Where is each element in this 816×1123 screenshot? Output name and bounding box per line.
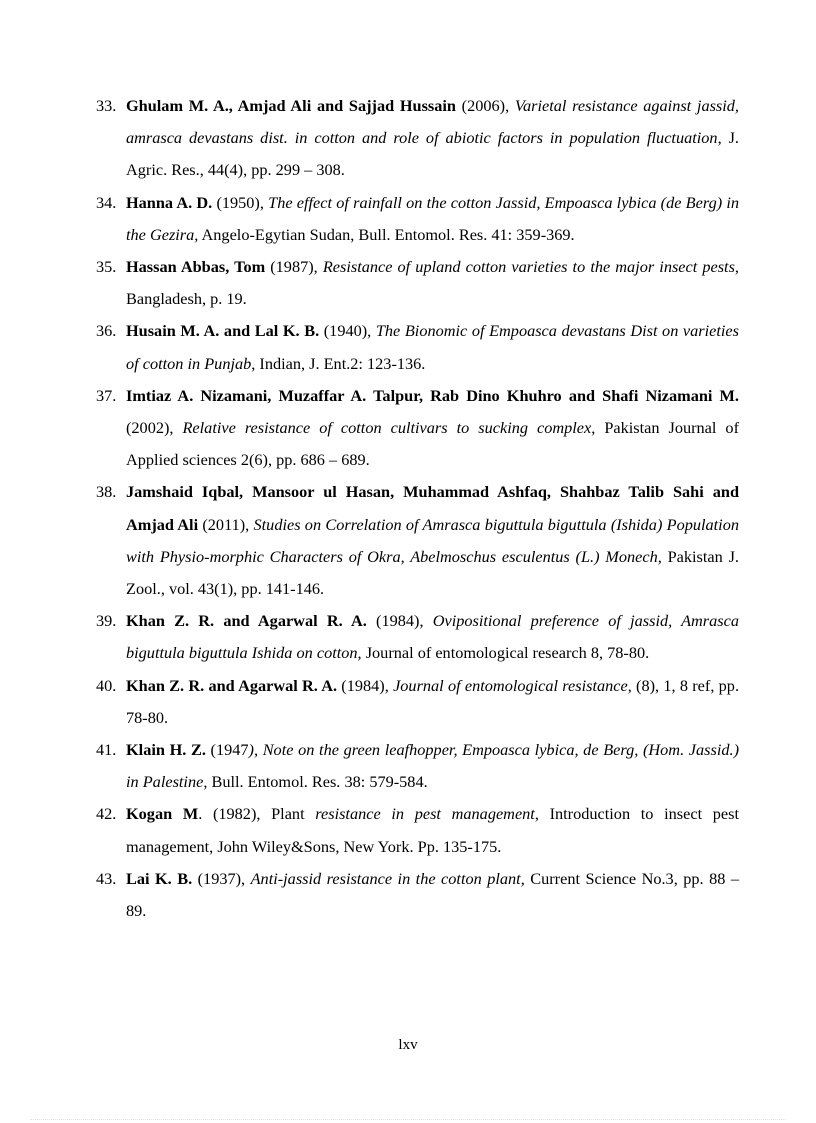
reference-year: (1940), bbox=[319, 321, 376, 341]
reference-item-39 bbox=[96, 605, 739, 669]
reference-number: 35. bbox=[96, 257, 117, 277]
reference-source: (8), 1, 8 ref, pp. 78-80. bbox=[126, 675, 740, 727]
reference-text bbox=[126, 734, 739, 798]
reference-title: Journal of entomological resistance, bbox=[393, 675, 632, 695]
reference-number: 33. bbox=[96, 96, 117, 115]
reference-year: (1984), bbox=[366, 611, 433, 631]
reference-authors: Hassan Abbas, Tom bbox=[126, 257, 266, 277]
reference-source: Current Science No.3, pp. 88 – 89. bbox=[126, 868, 739, 921]
reference-number: 43. bbox=[96, 868, 117, 888]
reference-text bbox=[126, 187, 739, 251]
reference-authors: Khan Z. R. and Agarwal R. A. bbox=[126, 675, 338, 695]
reference-title: Ovipositional preference of jassid, Amrasca biguttula biguttula Ishida on cotton, bbox=[126, 611, 739, 663]
reference-authors: Imtiaz A. Nizamani, Muzaffar A. Talpur, Rab Dino Khuhro and Shafi Nizamani M. bbox=[126, 385, 739, 405]
reference-source: , Indian, J. Ent.2: 123-136. bbox=[251, 353, 426, 373]
reference-text bbox=[126, 476, 739, 605]
reference-number: 41. bbox=[96, 740, 117, 760]
reference-item-37 bbox=[96, 380, 739, 477]
reference-source: , Introduction to insect pest management, John Wiley&Sons, New York. Pp. 135-175. bbox=[126, 804, 740, 856]
reference-year: (2011), bbox=[198, 514, 254, 534]
reference-number: 38. bbox=[96, 482, 117, 502]
reference-list bbox=[96, 90, 739, 927]
reference-title: Varietal resistance against jassid, amrasca devastans dist. in cotton and role of abiotic factors in population fluctuation bbox=[126, 96, 739, 148]
reference-authors: Khan Z. R. and Agarwal R. A. bbox=[126, 611, 367, 631]
reference-number: 42. bbox=[96, 804, 117, 824]
page-number: lxv bbox=[398, 1037, 418, 1053]
reference-source: , Pakistan Journal of Applied sciences 2(6), pp. 686 – 689. bbox=[126, 418, 739, 470]
reference-item-40 bbox=[96, 670, 739, 734]
reference-authors: Lai K. B. bbox=[126, 868, 193, 888]
reference-source: Angelo-Egytian Sudan, Bull. Entomol. Res. 41: 359-369. bbox=[198, 224, 575, 244]
reference-text bbox=[126, 315, 739, 379]
reference-text bbox=[126, 605, 739, 669]
reference-item-36 bbox=[96, 315, 739, 379]
reference-authors: Hanna A. D. bbox=[126, 192, 213, 212]
page-bottom-divider bbox=[30, 1119, 786, 1120]
reference-item-33 bbox=[96, 90, 739, 187]
reference-title: Anti-jassid resistance in the cotton plant, bbox=[250, 868, 525, 888]
reference-title: Resistance of upland cotton varieties to the major insect pests bbox=[322, 257, 735, 277]
reference-source: , J. Agric. Res., 44(4), pp. 299 – 308. bbox=[126, 128, 739, 180]
reference-item-35 bbox=[96, 251, 739, 315]
reference-number: 40. bbox=[96, 675, 117, 695]
reference-title: ), Note on the green leafhopper, Empoasca lybica, de Berg, (Hom. Jassid.) in Palestine bbox=[126, 740, 739, 792]
reference-text bbox=[126, 251, 739, 315]
reference-source: , Bull. Entomol. Res. 38: 579-584. bbox=[203, 772, 428, 792]
reference-number: 39. bbox=[96, 611, 117, 631]
reference-number: 34. bbox=[96, 192, 117, 212]
reference-title: Studies on Correlation of Amrasca biguttula biguttula (Ishida) Population with Physio-morphic Characters of Okra, Abelmoschus esculentus (L.) Monech, bbox=[126, 514, 739, 566]
reference-text bbox=[126, 380, 739, 477]
reference-authors: Husain M. A. and Lal K. B. bbox=[126, 321, 320, 341]
reference-source: Pakistan J. Zool., vol. 43(1), pp. 141-146. bbox=[126, 546, 739, 599]
reference-title: resistance in pest management bbox=[315, 804, 535, 824]
reference-item-34 bbox=[96, 187, 739, 251]
reference-authors: Klain H. Z. bbox=[126, 740, 206, 760]
reference-year: . (1982), Plant bbox=[198, 804, 316, 824]
reference-item-42 bbox=[96, 798, 739, 862]
reference-year: (1937), bbox=[192, 868, 251, 888]
reference-authors: Ghulam M. A., Amjad Ali and Sajjad Hussain bbox=[126, 96, 456, 115]
reference-text bbox=[126, 798, 739, 862]
reference-number: 36. bbox=[96, 321, 117, 341]
reference-item-43 bbox=[96, 863, 739, 927]
reference-year: (1947 bbox=[205, 740, 249, 760]
reference-text bbox=[126, 863, 739, 927]
reference-item-38 bbox=[96, 476, 739, 605]
reference-year: (1950), bbox=[212, 192, 269, 212]
reference-text bbox=[126, 670, 739, 734]
reference-authors: Jamshaid Iqbal, Mansoor ul Hasan, Muhammad Ashfaq, Shahbaz Talib Sahi and Amjad Ali bbox=[126, 482, 739, 534]
reference-year: (2002), bbox=[126, 418, 183, 438]
reference-number: 37. bbox=[96, 385, 117, 405]
reference-authors: Kogan M bbox=[126, 804, 199, 824]
reference-title: Relative resistance of cotton cultivars to sucking complex bbox=[182, 418, 592, 438]
reference-year: (1984), bbox=[337, 675, 394, 695]
reference-title: The Bionomic of Empoasca devastans Dist on varieties of cotton in Punjab bbox=[126, 321, 739, 373]
reference-item-41 bbox=[96, 734, 739, 798]
reference-text bbox=[126, 90, 739, 187]
reference-source: Journal of entomological research 8, 78-80. bbox=[361, 643, 650, 663]
reference-year: (2006), bbox=[455, 96, 515, 115]
reference-title: The effect of rainfall on the cotton Jassid, Empoasca lybica (de Berg) in the Gezira, bbox=[126, 192, 740, 244]
reference-source: , Bangladesh, p. 19. bbox=[126, 257, 739, 309]
reference-year: (1987), bbox=[265, 257, 323, 277]
